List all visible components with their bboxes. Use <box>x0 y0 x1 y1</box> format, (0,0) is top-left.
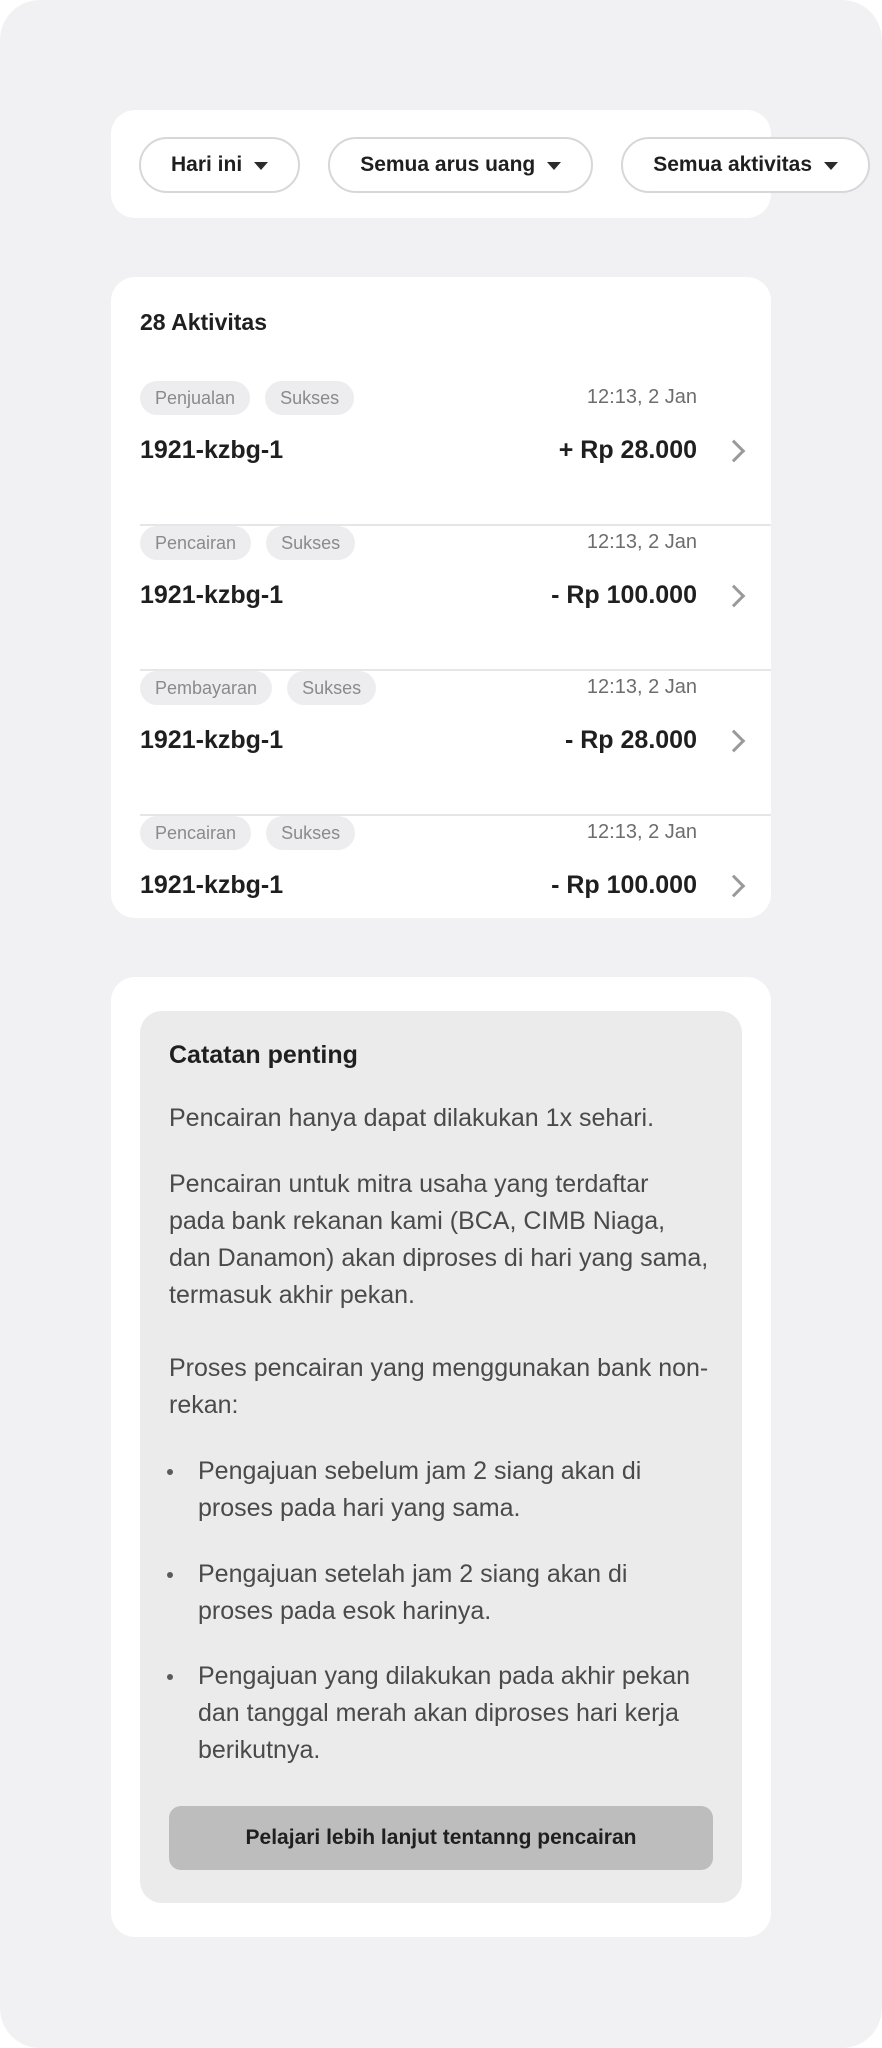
chevron-right-icon <box>723 585 746 608</box>
filter-chip-list[interactable] <box>139 137 870 193</box>
chevron-right-icon <box>723 440 746 463</box>
caret-down-icon <box>824 162 838 170</box>
activity-time: 12:13, 2 Jan <box>586 386 697 408</box>
filter-date-chip[interactable] <box>139 137 300 193</box>
activity-list-card <box>111 277 771 918</box>
notes-bullet-text: Pengajuan yang dilakukan pada akhir pekan dan tanggal merah akan diproses hari kerja berikutnya. <box>198 1662 691 1764</box>
activity-ref: 1921-kzbg-1 <box>140 581 284 609</box>
notes-bullet-text: Pengajuan setelah jam 2 siang akan di proses pada esok harinya. <box>198 1560 628 1625</box>
type-badge: Pencairan <box>140 816 251 850</box>
type-badge: Pembayaran <box>140 671 272 705</box>
activity-ref: 1921-kzbg-1 <box>140 726 284 754</box>
chevron-right-icon <box>723 730 746 753</box>
filter-cashflow-chip[interactable] <box>328 137 593 193</box>
caret-down-icon <box>254 162 268 170</box>
activity-tags <box>140 671 376 705</box>
notes-bullet <box>198 1556 708 1630</box>
notes-box <box>140 1011 742 1903</box>
chevron-right-icon <box>723 875 746 898</box>
notes-bullet-text: Pengajuan sebelum jam 2 siang akan di proses pada hari yang sama. <box>198 1457 642 1522</box>
activity-time: 12:13, 2 Jan <box>586 676 697 698</box>
activity-row[interactable] <box>140 671 771 816</box>
activity-time: 12:13, 2 Jan <box>586 531 697 553</box>
caret-down-icon <box>547 162 561 170</box>
activity-amount: - Rp 100.000 <box>551 581 697 609</box>
activity-count: 28 Aktivitas <box>140 309 267 335</box>
activity-row[interactable] <box>140 381 771 526</box>
status-badge: Sukses <box>266 526 355 560</box>
activity-amount: - Rp 28.000 <box>564 726 697 754</box>
bullet-dot <box>167 1674 173 1680</box>
bullet-dot <box>167 1469 173 1475</box>
bullet-dot <box>167 1572 173 1578</box>
activity-ref: 1921-kzbg-1 <box>140 436 284 464</box>
filter-date-label: Hari ini <box>171 153 243 176</box>
activity-tags <box>140 526 355 560</box>
status-badge: Sukses <box>287 671 376 705</box>
activity-time: 12:13, 2 Jan <box>586 821 697 843</box>
activity-row[interactable] <box>140 526 771 671</box>
notes-bullet <box>198 1658 708 1769</box>
status-badge: Sukses <box>265 381 354 415</box>
status-badge: Sukses <box>266 816 355 850</box>
notes-card <box>111 977 771 1937</box>
activity-row[interactable] <box>140 816 771 961</box>
type-badge: Pencairan <box>140 526 251 560</box>
notes-paragraph: Pencairan untuk mitra usaha yang terdaftar pada bank rekanan kami (BCA, CIMB Niaga, dan Danamon) akan diproses di hari yang sama, termasuk akhir pekan. <box>169 1170 709 1309</box>
notes-bullet <box>198 1453 708 1527</box>
filter-activity-label: Semua aktivitas <box>653 153 813 176</box>
filter-activity-chip[interactable] <box>621 137 870 193</box>
activity-tags <box>140 816 355 850</box>
activity-ref: 1921-kzbg-1 <box>140 871 284 899</box>
type-badge: Penjualan <box>140 381 250 415</box>
learn-more-button[interactable]: Pelajari lebih lanjut tentanng pencairan <box>169 1806 713 1870</box>
notes-title: Catatan penting <box>169 1041 358 1069</box>
activity-amount: - Rp 100.000 <box>551 871 697 899</box>
notes-paragraph: Pencairan hanya dapat dilakukan 1x sehari. <box>169 1104 655 1132</box>
activity-tags <box>140 381 354 415</box>
filter-cashflow-label: Semua arus uang <box>360 153 536 176</box>
filter-bar <box>111 110 813 218</box>
activity-amount: + Rp 28.000 <box>558 436 697 464</box>
notes-paragraph: Proses pencairan yang menggunakan bank non-rekan: <box>169 1354 709 1419</box>
